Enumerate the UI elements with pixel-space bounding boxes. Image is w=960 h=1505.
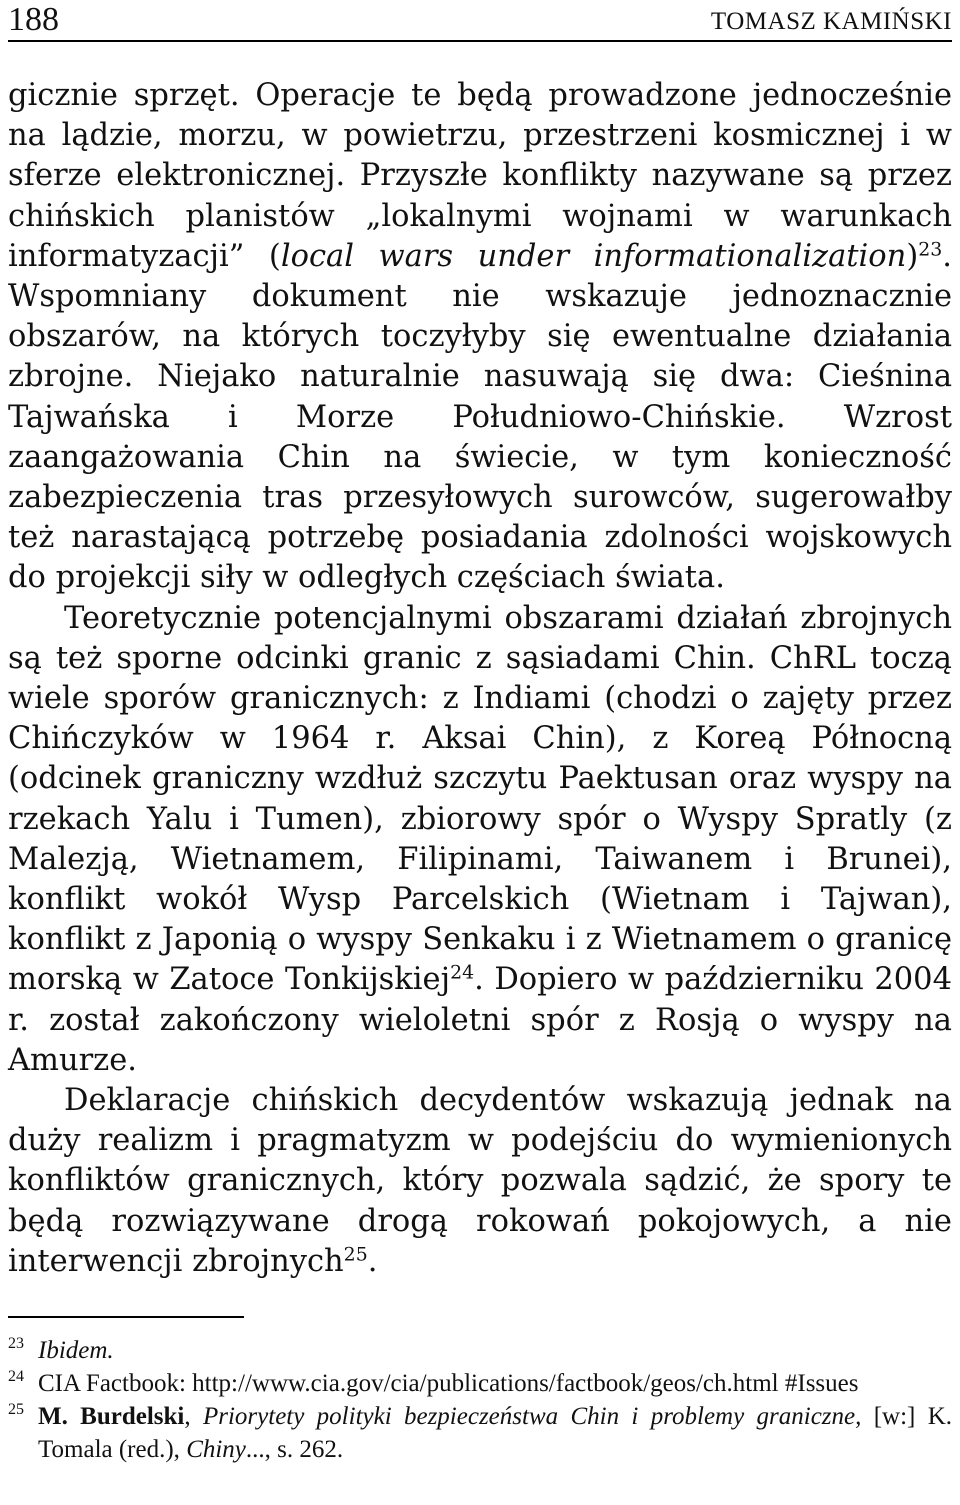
footnotes [8, 1334, 952, 1466]
paragraph-3 [8, 1081, 952, 1282]
footnote-25-mid: [w:] K. Tomala (red.), [38, 1403, 953, 1463]
footnote-25-author: M. Burdelski [38, 1403, 185, 1430]
footnote-23-text: Ibidem. [38, 1337, 114, 1364]
footnote-25-sep: , [184, 1403, 203, 1430]
footnote-ref-24[interactable]: 24 [450, 962, 475, 985]
footnote-number: 24 [8, 1368, 24, 1385]
paragraph-1-text-a: gicznie sprzęt. Operacje te będą prowadzone jednocześnie na lądzie, morzu, w powietrzu, przestrzeni kosmicznej i w sferze elektronicznej. Przyszłe konflikty nazywane są przez chińskich planistów „lokalnymi wojnami w warunkach informatyzacji” ( [8, 78, 952, 274]
running-title: TOMASZ KAMIŃSKI [710, 8, 952, 35]
footnote-ref-25[interactable]: 25 [343, 1243, 368, 1266]
footnote-25-title2: Chiny [186, 1436, 246, 1463]
footnote-number: 23 [8, 1335, 24, 1352]
paragraph-3-text-b: . [367, 1243, 378, 1279]
footnote-24 [8, 1367, 952, 1400]
footnote-23 [8, 1334, 952, 1367]
footnote-25 [8, 1400, 952, 1466]
footnote-number: 25 [8, 1401, 24, 1418]
footnote-ref-23[interactable]: 23 [918, 238, 943, 261]
page-header [8, 0, 952, 42]
page-number: 188 [8, 1, 59, 38]
paragraph-1 [8, 76, 952, 599]
footnote-25-tail: ..., s. 262. [245, 1436, 344, 1463]
footnote-rule [8, 1316, 244, 1318]
paragraph-2 [8, 599, 952, 1081]
footnote-25-title: Priorytety polityki bezpieczeństwa Chin i problemy graniczne, [202, 1403, 862, 1430]
paragraph-1-text-b: ) [906, 238, 919, 274]
paragraph-1-italic-term: local wars under informationalization [280, 238, 907, 274]
paragraph-1-text-c: . Wspomniany dokument nie wskazuje jednoznacznie obszarów, na których toczyłyby się ewentualne działania zbrojne. Niejako naturalnie nasuwają się dwa: Cieśnina Tajwańska i Morze Południowo-Chińskie. Wzrost zaangażowania Chin na świecie, w tym konieczność zabezpieczenia tras przesyłowych surowców, sugerowałby też narastającą potrzebę posiadania zdolności wojskowych do projekcji siły w odległych częściach świata. [8, 238, 952, 596]
paragraph-2-text-a: Teoretycznie potencjalnymi obszarami działań zbrojnych są też sporne odcinki granic z sąsiadami Chin. ChRL toczą wiele sporów granicznych: z Indiami (chodzi o zajęty przez Chińczyków w 1964 r. Aksai Chin), z Koreą Północną (odcinek graniczny wzdłuż szczytu Paektusan oraz wyspy na rzekach Yalu i Tumen), zbiorowy spór o Wyspy Spratly (z Malezją, Wietnamem, Filipinami, Taiwanem i Brunei), konflikt wokół Wysp Parcelskich (Wietnam i Tajwan), konflikt z Japonią o wyspy Senkaku i z Wietnamem o granicę morską w Zatoce Tonkijskiej [8, 600, 952, 998]
header-rule [8, 40, 952, 42]
paragraph-3-text-a: Deklaracje chińskich decydentów wskazują jednak na duży realizm i pragmatyzm w podejściu do wymienionych konfliktów granicznych, który pozwala sądzić, że spory te będą rozwiązywane drogą rokowań pokojowych, a nie interwencji zbrojnych [8, 1083, 952, 1279]
paragraph-2-text-b: . Dopiero w październiku 2004 r. został zakończony wieloletni spór z Rosją o wyspy na Amurze. [8, 962, 952, 1078]
footnote-24-link[interactable]: CIA Factbook: http://www.cia.gov/cia/publications/factbook/geos/ch.html #Issues [38, 1370, 859, 1397]
body-text [8, 76, 952, 1282]
